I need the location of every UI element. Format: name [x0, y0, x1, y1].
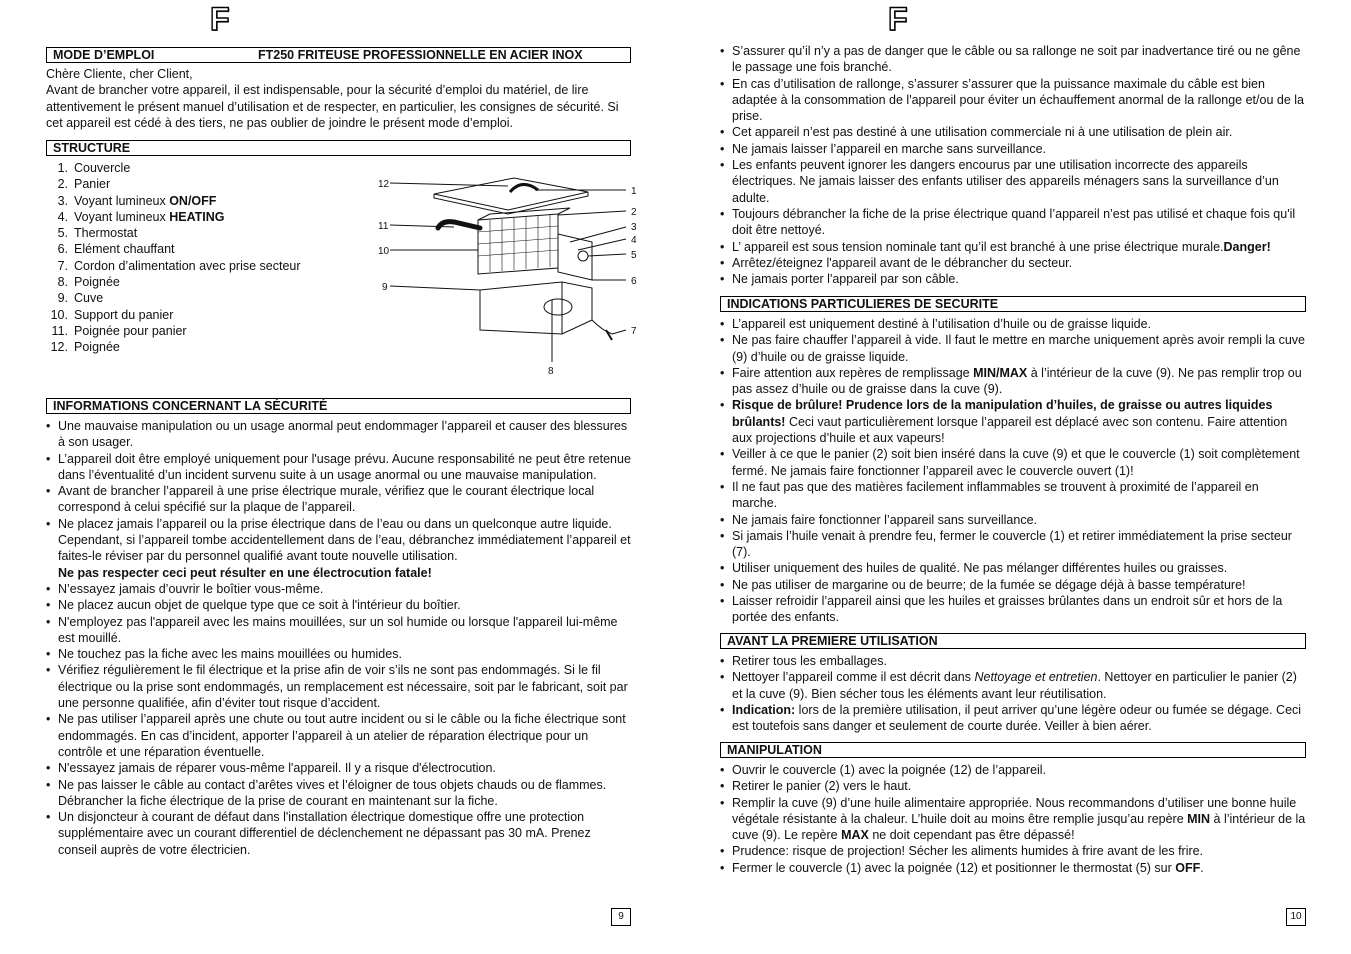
item-text: S’assurer qu’il n’y a pas de danger que le câble ou sa rallonge ne soit par inadvertance tiré ou ne gêne le passage une fois branché.	[732, 44, 1301, 75]
part-label: Poignée	[74, 340, 120, 355]
item-text: ne doit cependant pas être dépassé!	[868, 828, 1075, 843]
diagram-label: 5	[631, 250, 637, 261]
list-item: • Ne touchez pas la fiche avec les mains mouillées ou humides.	[46, 646, 631, 662]
fryer-diagram	[330, 170, 640, 380]
list-item	[720, 702, 1306, 735]
structure-header: STRUCTURE	[46, 140, 631, 156]
diagram-label: 9	[382, 282, 388, 293]
part-number: 5.	[57, 226, 68, 241]
item-text: Laisser refroidir l’appareil ainsi que les huiles et graisses brûlantes dans un endroit sûr et hors de la portée des enfants.	[732, 594, 1283, 625]
first-use-section	[720, 653, 1306, 734]
part-item	[46, 193, 301, 209]
item-text: Remplir la cuve (9) d’une huile alimentaire appropriée. Nous recommandons d’utiliser une bonne huile végétale résistante à la chaleur. L’huile doit au moins être remplie jusqu’au repère	[732, 795, 1297, 826]
item-text: L’ appareil est sous tension nominale tant qu’il est branché à une prise électrique murale.	[732, 239, 1224, 254]
diagram-label: 12	[378, 179, 390, 190]
general-safety-continued	[720, 43, 1306, 287]
manipulation-header: MANIPULATION	[720, 742, 1306, 758]
special-safety-header: INDICATIONS PARTICULIERES DE SECURITE	[720, 296, 1306, 312]
part-item	[46, 209, 301, 225]
part-label-bold: HEATING	[169, 209, 225, 224]
page-number: 10	[1286, 908, 1306, 926]
list-item	[720, 255, 1306, 271]
list-item	[720, 332, 1306, 365]
item-text: Les enfants peuvent ignorer les dangers encourus par une utilisation incorrecte des appareils électriques. Ne jamais laisser des enfants utiliser des appareils ménagers sans la surveillance d’un adulte.	[732, 158, 1279, 205]
item-text: Retirer tous les emballages.	[732, 654, 887, 668]
part-label: Support du panier	[74, 307, 174, 322]
list-item	[720, 479, 1306, 512]
electrocution-warning: Ne pas respecter ceci peut résulter en une électrocution fatale!	[58, 565, 432, 580]
list-item	[720, 560, 1306, 576]
part-item	[46, 290, 301, 306]
list-item: • N'employez pas l'appareil avec les mains mouillées, sur un sol humide ou lorsque l'appareil lui-même est mouillé.	[46, 614, 631, 647]
list-item: • N'essayez jamais de réparer vous-même l'appareil. Il y a risque d'électrocution.	[46, 760, 631, 776]
manual-header	[46, 47, 631, 63]
emphasis-text: OFF	[1175, 860, 1201, 875]
list-item	[720, 860, 1306, 876]
part-number: 2.	[57, 177, 68, 192]
item-text: Si jamais l’huile venait à prendre feu, fermer le couvercle (1) et retirer immédiatement la prise secteur (7).	[732, 528, 1292, 560]
part-item	[46, 274, 301, 290]
item-text: Arrêtez/éteignez l'appareil avant de le débrancher du secteur.	[732, 255, 1073, 270]
part-label: Elément chauffant	[74, 242, 175, 257]
item-text: Ouvrir le couvercle (1) avec la poignée (12) de l’appareil.	[732, 763, 1047, 777]
diagram-label: 11	[378, 221, 389, 232]
list-item: • Vérifiez régulièrement le fil électrique et la prise afin de voir s’ils ne sont pas endommagés. Si le fil électrique ou la prise sont endommagés, un remplacement est nécessaire, soit par le fabricant, soit par une personne qualifiée, afin d’éviter tout risque d’accident.	[46, 662, 631, 711]
part-item	[46, 339, 301, 355]
list-item	[720, 157, 1306, 206]
item-text: Retirer le panier (2) vers le haut.	[732, 779, 912, 794]
diagram-label: 7	[631, 326, 637, 337]
part-number: 3.	[57, 193, 68, 208]
page-left	[46, 0, 637, 954]
item-text: Prudence: risque de projection! Sécher les aliments humides à frire avant de les frire.	[732, 844, 1204, 859]
manipulation-list	[720, 762, 1306, 876]
item-text: à l’intérieur de la cuve (9). Ne pas remplir trop ou pas assez d’huile ou de graisse dans la cuve (9).	[732, 365, 1302, 397]
list-item	[720, 141, 1306, 157]
part-label: Voyant lumineux	[74, 209, 170, 224]
list-item	[720, 365, 1306, 398]
part-item	[46, 323, 301, 339]
part-label: Poignée	[74, 275, 120, 290]
part-number: 8.	[57, 275, 68, 290]
part-number: 7.	[57, 258, 68, 273]
part-item	[46, 225, 301, 241]
section-letter: F	[210, 1, 230, 37]
list-item: • Une mauvaise manipulation ou un usage anormal peut endommager l’appareil et causer des blessures à son usager.	[46, 418, 631, 451]
part-label: Thermostat	[74, 226, 138, 241]
part-number: 10.	[50, 307, 68, 322]
manipulation-section	[720, 762, 1306, 876]
intro-text	[46, 66, 631, 131]
item-text: Veiller à ce que le panier (2) soit bien inséré dans la cuve (9) et que le couvercle (1) soit complètement fermé. Ne jamais faire fonctionner l’appareil avec le couvercle ouvert (1)!	[732, 447, 1300, 478]
list-item	[720, 653, 1306, 669]
part-number: 6.	[57, 242, 68, 257]
item-text: Il ne faut pas que des matières facilement inflammables se trouvent à proximité de l’appareil en marche.	[732, 479, 1259, 511]
part-number: 12.	[50, 340, 68, 355]
item-text: Cet appareil n’est pas destiné à une utilisation commerciale ni à une utilisation de plein air.	[732, 125, 1233, 140]
item-text: Ceci vaut particulièrement lorsque l’appareil est déplacé avec son contenu. Faire attention aux projections d’huile et aux vapeurs!	[732, 414, 1288, 446]
greeting: Chère Cliente, cher Client,	[46, 67, 193, 81]
intro-paragraph: Avant de brancher votre appareil, il est indispensable, pour la sécurité d’emploi du matériel, de lire attentivement le présent manuel d’utilisation et de respecter, en particulier, les consignes de sécurité. Si cet appareil est cédé à des tiers, ne pas oublier de joindre le présent mode d’emploi.	[46, 83, 619, 130]
list-item: • Avant de brancher l’appareil à une prise électrique murale, vérifiez que le courant électrique local correspond à celui spécifié sur la plaque de l’appareil.	[46, 483, 631, 516]
first-use-list	[720, 653, 1306, 734]
item-text: Utiliser uniquement des huiles de qualité. Ne pas mélanger différentes huiles ou graisses.	[732, 561, 1228, 576]
list-item	[720, 669, 1306, 702]
list-item	[720, 206, 1306, 239]
emphasis-text: MIN	[1187, 811, 1211, 826]
part-number: 9.	[57, 291, 68, 306]
list-item: • Ne pas utiliser l’appareil après une chute ou tout autre incident ou si le câble ou la fiche électrique sont endommagés. En cas d’incident, apporter l’appareil à un atelier de réparation électrique pour un contrôle et une réparation éventuelle.	[46, 711, 631, 760]
item-text: Ne pas utiliser de margarine ou de beurre; de la fumée se dégage déjà à basse température!	[732, 577, 1246, 592]
diagram-label: 1	[631, 186, 637, 197]
diagram-label: 4	[631, 235, 637, 246]
list-item: • Un disjoncteur à courant de défaut dans l'installation électrique domestique offre une protection supplémentaire avec un courant differentiel de déclenchement ne dépassant pas 30 mA. Prenez conseil auprès de votre électricien.	[46, 809, 631, 858]
safety-section	[46, 418, 631, 858]
part-label: Cordon d’alimentation avec prise secteur	[74, 258, 301, 273]
header-product-title: FT250 FRITEUSE PROFESSIONNELLE EN ACIER INOX	[258, 48, 583, 62]
part-number: 1.	[57, 161, 68, 175]
page-number: 9	[611, 908, 631, 926]
header-mode-emploi: MODE D’EMPLOI	[53, 48, 155, 62]
list-item	[720, 512, 1306, 528]
diagram-label: 2	[631, 207, 637, 218]
list-item	[720, 593, 1306, 626]
list-item	[720, 795, 1306, 844]
list-item	[720, 316, 1306, 332]
item-text: .	[1200, 860, 1204, 875]
list-item: • Ne placez aucun objet de quelque type que ce soit à l'intérieur du boîtier.	[46, 597, 631, 613]
part-number: 4.	[57, 209, 68, 224]
list-item	[720, 778, 1306, 794]
item-text: lors de la première utilisation, il peut arriver qu’une légère odeur ou fumée se dégage. Ceci est toutefois sans danger et seulement de courte durée. Veiller à bien aérer.	[732, 702, 1302, 734]
list-item: • Ne placez jamais l’appareil ou la prise électrique dans de l’eau ou dans un quelconque autre liquide. Cependant, si l’appareil tombe accidentellement dans de l’eau, débranchez immédiatement l’appareil et faites-le réviser par du personnel qualifié avant toute nouvelle utilisation.	[46, 516, 631, 565]
part-number: 11.	[51, 323, 68, 338]
list-item: • Ne pas laisser le câble au contact d’arêtes vives et l’éloigner de tous objets chauds ou de flammes. Débrancher la fiche électrique de la prise de courant en maintenant sur la fiche.	[46, 777, 631, 810]
part-label: Cuve	[74, 291, 104, 306]
page-right	[720, 0, 1306, 954]
emphasis-text: Risque de brûlure! Prudence lors de la manipulation d’huiles, de graisse ou autres liquides brûlants!	[732, 398, 1273, 429]
item-text: Ne jamais laisser l’appareil en marche sans surveillance.	[732, 141, 1047, 156]
safety-header: INFORMATIONS CONCERNANT LA SÉCURITÉ	[46, 398, 631, 414]
part-item	[46, 258, 301, 274]
part-label: Poignée pour panier	[74, 323, 187, 338]
item-text: Toujours débrancher la fiche de la prise électrique quand l’appareil n’est pas utilisé et chaque fois qu'il doit être nettoyé.	[732, 206, 1296, 238]
item-text: En cas d’utilisation de rallonge, s’assurer s’assurer que la puissance maximale du câble est bien adaptée à la consommation de l'appareil pour éviter un échauffement anormal de la rallonge et/ou de la prise.	[732, 76, 1304, 124]
part-label: Couvercle	[74, 161, 131, 175]
list-item	[720, 124, 1306, 140]
list-item	[720, 762, 1306, 778]
item-text: Ne pas faire chauffer l’appareil à vide. Il faut le mettre en marche uniquement après avoir rempli la cuve (9) d’huile ou de graisse liquide.	[732, 333, 1305, 364]
list-item	[720, 446, 1306, 479]
list-item	[720, 577, 1306, 593]
emphasis-text: Danger!	[1223, 239, 1271, 254]
part-item	[46, 160, 301, 176]
part-item	[46, 241, 301, 257]
list-item	[720, 843, 1306, 859]
special-safety-section	[720, 316, 1306, 626]
list-item	[720, 43, 1306, 76]
item-text: à l’intérieur de la cuve (9). Le repère	[732, 811, 1306, 843]
list-item	[720, 528, 1306, 561]
item-text: Ne jamais faire fonctionner l’appareil sans surveillance.	[732, 512, 1038, 527]
emphasis-text: MAX	[841, 828, 869, 843]
item-text: Ne jamais porter l'appareil par son câble.	[732, 272, 959, 287]
list-item	[720, 397, 1306, 446]
list-item: • L’appareil doit être employé uniquement pour l'usage prévu. Aucune responsabilité ne peut être retenue dans l’éventualité d’un incident survenu suite à un usage anormal ou une mauvaise manipulation.	[46, 451, 631, 484]
item-text: Nettoyer l’appareil comme il est décrit dans	[732, 670, 975, 685]
list-item	[720, 271, 1306, 287]
section-letter: F	[888, 1, 908, 37]
part-label: Voyant lumineux	[74, 193, 170, 208]
diagram-label: 10	[378, 246, 390, 257]
diagram-label: 8	[548, 366, 554, 377]
list-item	[720, 76, 1306, 125]
parts-list	[46, 160, 301, 356]
general-safety-list	[720, 43, 1306, 287]
item-text: L’appareil est uniquement destiné à l’utilisation d’huile ou de graisse liquide.	[732, 317, 1152, 331]
emphasis-text: Indication:	[732, 702, 796, 717]
diagram-label: 3	[631, 222, 637, 233]
emphasis-text: MIN/MAX	[973, 365, 1028, 380]
diagram-label: 6	[631, 276, 637, 287]
part-label: Panier	[74, 177, 111, 192]
special-safety-list	[720, 316, 1306, 626]
item-text: . Nettoyer en particulier le panier (2) et la cuve (9). Bien sécher tous les éléments avant leur réutilisation.	[732, 670, 1297, 701]
part-label-bold: ON/OFF	[169, 193, 217, 208]
italic-text: Nettoyage et entretien	[974, 670, 1098, 685]
item-text: Faire attention aux repères de remplissage	[732, 365, 974, 380]
list-item: • N’essayez jamais d’ouvrir le boîtier vous-même.	[46, 581, 631, 597]
safety-list	[46, 418, 631, 858]
part-item	[46, 307, 301, 323]
item-text: Fermer le couvercle (1) avec la poignée (12) et positionner le thermostat (5) sur	[732, 860, 1176, 875]
first-use-header: AVANT LA PREMIERE UTILISATION	[720, 633, 1306, 649]
part-item	[46, 176, 301, 192]
list-item	[720, 239, 1306, 255]
